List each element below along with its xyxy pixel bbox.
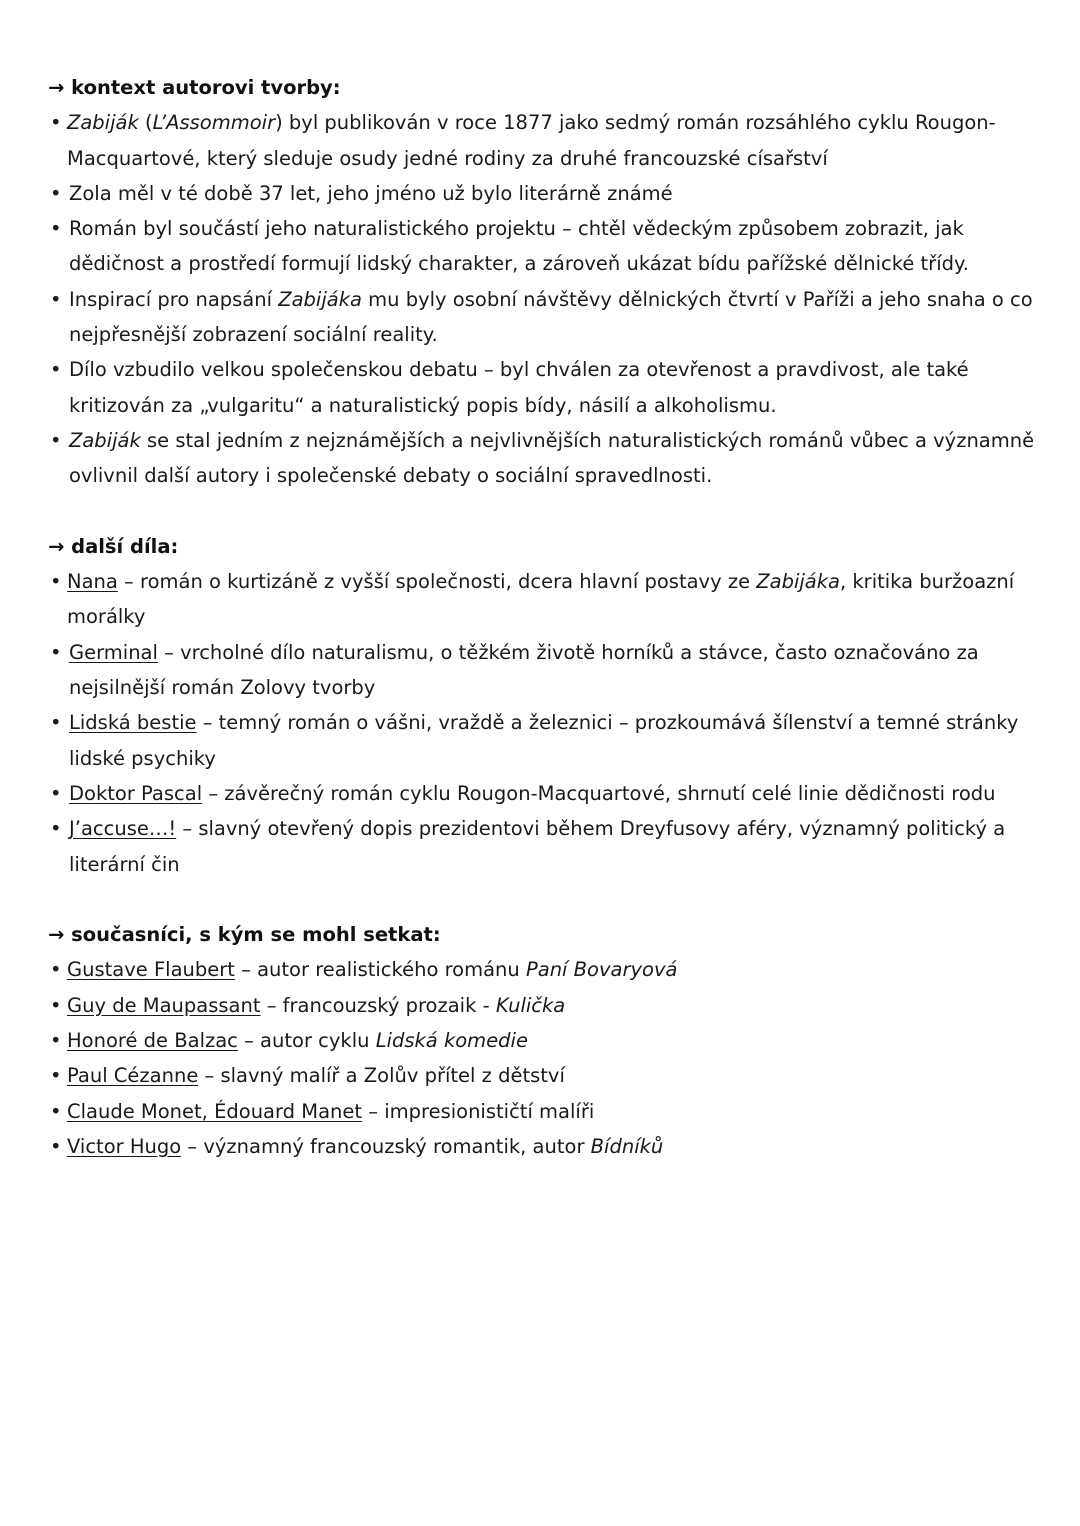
list-item	[48, 776, 1038, 811]
works-section	[48, 529, 1038, 882]
list-item	[48, 811, 1038, 882]
work-title: J’accuse…!	[69, 817, 177, 841]
work-title: Nana	[67, 570, 118, 594]
item-text: ) byl publikován v roce 1877 jako sedmý román rozsáhlého cyklu Rougon-Macquartové, který sleduje osudy jedné rodiny za druhé francouzské císařství	[67, 111, 996, 170]
list-item	[48, 211, 1038, 282]
title-italic: Zabiják	[67, 111, 139, 135]
list-item	[48, 352, 1038, 423]
person-name: Victor Hugo	[67, 1134, 182, 1158]
work-title: Doktor Pascal	[69, 781, 203, 805]
item-text: , kritika buržoazní morálky	[67, 570, 1015, 629]
title-italic: Zabijáka	[756, 570, 840, 594]
list-item	[48, 705, 1038, 776]
item-text: Zola měl v té době 37 let, jeho jméno už bylo literárně známé	[69, 181, 673, 205]
item-text: – francouzský prozaik -	[260, 993, 496, 1017]
person-name: Paul Cézanne	[67, 1064, 199, 1088]
list-item	[48, 1023, 1038, 1058]
item-text: se stal jedním z nejznámějších a nejvlivnějších naturalistických románů vůbec a významně ovlivnil další autory i společenské debaty o sociální spravedlnosti.	[69, 428, 1035, 488]
list-item	[48, 635, 1038, 706]
list-item	[48, 1129, 1038, 1164]
title-italic: L’Assommoir	[152, 111, 276, 135]
person-name: Honoré de Balzac	[67, 1029, 238, 1053]
item-text: Inspirací pro napsání	[69, 287, 279, 311]
list-item	[48, 564, 1038, 635]
works-heading: → další díla:	[48, 534, 179, 558]
contemporaries-list	[48, 952, 1038, 1164]
work-title: Lidská bestie	[69, 711, 197, 735]
contemporaries-section	[48, 917, 1038, 1164]
title-italic: Lidská komedie	[375, 1029, 528, 1053]
document-page	[48, 70, 1038, 1200]
item-text: – temný román o vášni, vraždě a železnici – prozkoumává šílenství a temné stránky lidské psychiky	[69, 711, 1019, 770]
work-title: Germinal	[69, 640, 158, 664]
title-italic: Paní Bovaryová	[525, 958, 678, 982]
context-heading: → kontext autorovi tvorby:	[48, 76, 341, 99]
item-text: (	[138, 111, 153, 135]
context-section	[48, 70, 1038, 494]
context-list	[48, 105, 1038, 493]
item-text: Román byl součástí jeho naturalistického projektu – chtěl vědeckým způsobem zobrazit, jak dědičnost a prostředí formují lidský charakter, a zároveň ukázat bídu pařížské dělnické třídy.	[69, 217, 969, 276]
title-italic: Zabiják	[69, 428, 141, 452]
contemporaries-heading: → současníci, s kým se mohl setkat:	[48, 923, 441, 947]
item-text: – slavný malíř a Zolův přítel z dětství	[198, 1064, 565, 1088]
item-text: – román o kurtizáně z vyšší společnosti, dcera hlavní postavy ze	[117, 570, 757, 594]
list-item	[48, 988, 1038, 1023]
list-item	[48, 176, 1038, 211]
list-item	[48, 1094, 1038, 1129]
works-list	[48, 564, 1038, 882]
person-name: Gustave Flaubert	[67, 958, 235, 982]
item-text: – impresionističtí malíři	[362, 1099, 595, 1123]
title-italic: Zabijáka	[278, 287, 362, 311]
item-text: – vrcholné dílo naturalismu, o těžkém životě horníků a stávce, často označováno za nejsilnější román Zolovy tvorby	[69, 640, 979, 700]
item-text: mu byly osobní návštěvy dělnických čtvrtí v Paříži a jeho snaha o co nejpřesnější zobrazení sociální reality.	[69, 287, 1033, 347]
item-text: – významný francouzský romantik, autor	[181, 1134, 591, 1158]
list-item	[48, 1058, 1038, 1093]
list-item	[48, 282, 1038, 353]
person-name: Claude Monet, Édouard Manet	[67, 1099, 363, 1123]
list-item	[48, 423, 1038, 494]
item-text: – slavný otevřený dopis prezidentovi během Dreyfusovy aféry, významný politický a literární čin	[69, 817, 1006, 876]
item-text: – autor realistického románu	[234, 958, 526, 982]
item-text: Dílo vzbudilo velkou společenskou debatu – byl chválen za otevřenost a pravdivost, ale také kritizován za „vulgaritu“ a naturalistický popis bídy, násilí a alkoholismu.	[69, 358, 969, 417]
item-text: – autor cyklu	[237, 1029, 376, 1053]
title-italic: Kulička	[495, 993, 566, 1017]
item-text: – závěrečný román cyklu Rougon-Macquartové, shrnutí celé linie dědičnosti rodu	[202, 781, 996, 805]
person-name: Guy de Maupassant	[67, 993, 261, 1017]
title-italic: Bídníků	[590, 1134, 664, 1158]
list-item	[48, 105, 1038, 176]
list-item	[48, 952, 1038, 987]
